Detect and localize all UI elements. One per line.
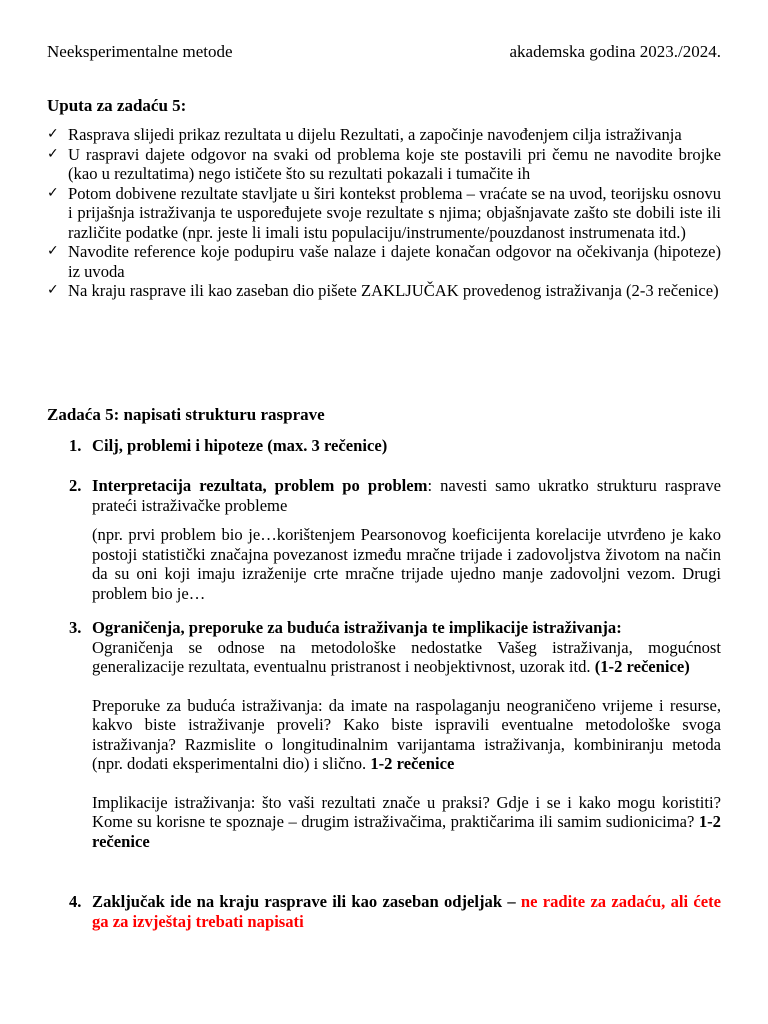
section-number: 1. bbox=[69, 436, 82, 455]
limitations-paragraph bbox=[92, 638, 721, 677]
section-1 bbox=[69, 436, 721, 456]
section-number: 2. bbox=[69, 476, 82, 495]
section-number: 3. bbox=[69, 618, 82, 637]
checklist-item-text: Navodite reference koje podupiru vaše nalaze i dajete konačan odgovor na očekivanja (hipoteze) iz uvoda bbox=[68, 242, 721, 281]
section-intro bbox=[92, 476, 721, 515]
checkmark-icon: ✓ bbox=[47, 184, 59, 201]
conclusion-note: ne radite za zadaću, ali ćete ga za izvještaj trebati napisati bbox=[92, 892, 721, 931]
section-3 bbox=[69, 618, 721, 851]
section-number: 4. bbox=[69, 892, 82, 911]
implications-text: Implikacije istraživanja: što vaši rezultati znače u praksi? Gdje i se i kako mogu koristiti? Kome su korisne te spoznaje – drugim istraživačima, praktičarima ili samim sudionicima? bbox=[92, 792, 721, 831]
section-heading: Cilj, problemi i hipoteze (max. 3 rečenice) bbox=[92, 436, 388, 455]
instructions-checklist bbox=[47, 125, 721, 301]
section-2 bbox=[69, 476, 721, 603]
section-heading: Zaključak ide na kraju rasprave ili kao zaseban odjeljak – bbox=[92, 892, 516, 911]
checklist-item-text: Na kraju rasprave ili kao zaseban dio pišete ZAKLJUČAK provedenog istraživanja (2-3 rečenice) bbox=[68, 281, 719, 300]
section-heading: Ograničenja, preporuke za buduća istraživanja te implikacije istraživanja: bbox=[92, 618, 622, 637]
checklist-item bbox=[47, 145, 721, 184]
conclusion-paragraph bbox=[92, 892, 721, 931]
section-4 bbox=[69, 892, 721, 931]
section-example: (npr. prvi problem bio je…korištenjem Pearsonovog koeficijenta korelacije utvrđeno je kako postoji statistički značajna povezanost između mračne trijade i zadovoljstva životom na način da su oni koji imaju izraženije crte mračne trijade ujedno manje zadovoljni vezom. Drugi problem bio je… bbox=[92, 525, 721, 603]
limitations-length: (1-2 rečenice) bbox=[594, 657, 690, 676]
page-header bbox=[47, 40, 721, 64]
course-name: Neeksperimentalne metode bbox=[47, 42, 233, 61]
recommendations-length: 1-2 rečenice bbox=[370, 754, 455, 773]
checklist-item bbox=[47, 184, 721, 243]
limitations-text: Ograničenja se odnose na metodološke nedostatke Vašeg istraživanja, mogućnost generalizacije rezultata, eventualnu pristranost i neobjektivnost, uzorak itd. bbox=[92, 637, 721, 676]
checkmark-icon: ✓ bbox=[47, 282, 59, 298]
implications-paragraph bbox=[92, 793, 721, 852]
checkmark-icon: ✓ bbox=[47, 243, 59, 259]
checklist-item-text: U raspravi dajete odgovor na svaki od problema koje ste postavili pri čemu ne navodite brojke (kao u rezultatima) nego ističete što su rezultati pokazali i tumačite ih bbox=[68, 144, 721, 183]
checklist-item bbox=[47, 281, 721, 301]
checkmark-icon: ✓ bbox=[47, 126, 59, 142]
recommendations-text: Preporuke za buduća istraživanja: da imate na raspolaganju neograničeno vrijeme i resurse, kakvo biste istraživanje proveli? Kako biste ispravili eventualne metodološke svoga istraživanja? Razmislite o longitudinalnim varijantama istraživanja, kombiniranju metoda (npr. dodati eksperimentalni dio) i slično. bbox=[92, 695, 721, 773]
checklist-item bbox=[47, 125, 721, 145]
academic-year: akademska godina 2023./2024. bbox=[509, 42, 721, 61]
checklist-item-text: Rasprava slijedi prikaz rezultata u dijelu Rezultati, a započinje navođenjem cilja istraživanja bbox=[68, 125, 682, 144]
instructions-title: Uputa za zadaću 5: bbox=[47, 96, 187, 115]
implications-length: 1-2 rečenice bbox=[92, 812, 721, 851]
checklist-item-text: Potom dobivene rezultate stavljate u širi kontekst problema – vraćate se na uvod, teorijsku osnovu i prijašnja istraživanja te uspoređujete svoje rezultate s njima; objašnjavate zašto ste dobili iste ili različite podatke (npr. jeste li imali istu populaciju/instrumente/pouzdanost instrumenata itd.) bbox=[68, 183, 721, 242]
checklist-item bbox=[47, 242, 721, 281]
task-title: Zadaća 5: napisati strukturu rasprave bbox=[47, 405, 325, 424]
recommendations-paragraph bbox=[92, 696, 721, 774]
section-description: : navesti samo ukratko strukturu rasprave prateći istraživačke probleme bbox=[92, 476, 722, 515]
section-heading: Interpretacija rezultata, problem po problem bbox=[92, 476, 428, 495]
checkmark-icon: ✓ bbox=[47, 145, 59, 162]
